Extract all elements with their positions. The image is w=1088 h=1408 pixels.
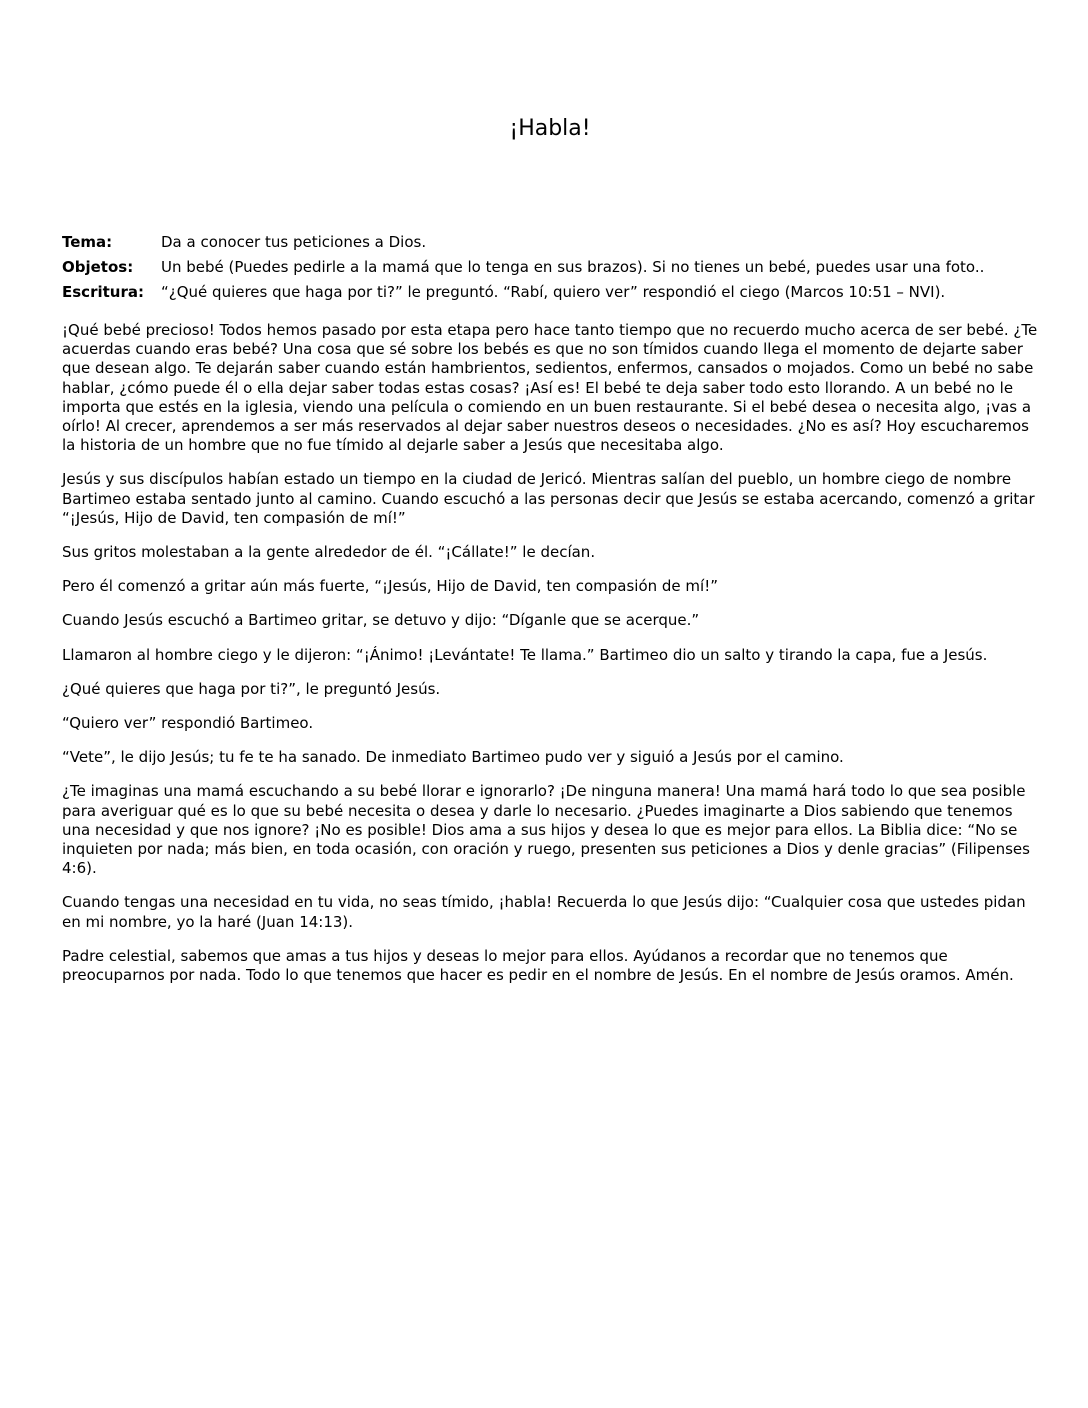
meta-row-scripture	[62, 283, 1052, 302]
paragraph: ¿Qué quieres que haga por ti?”, le preguntó Jesús.	[62, 679, 441, 698]
meta-row-theme	[62, 233, 1052, 252]
meta-row-objects	[62, 258, 1052, 277]
paragraph-intro: ¡Qué bebé precioso! Todos hemos pasado por esta etapa pero hace tanto tiempo que no recuerdo mucho acerca de ser bebé. ¿Te acuerdas cuando eras bebé? Una cosa que sé sobre los bebés es que no son tímidos cuando llega el momento de dejarte saber que desean algo. Te dejarán saber cuando están hambrientos, sedientos, enfermos, cansados o mojados. Como un bebé no sabe hablar, ¿cómo puede él o ella dejar saber todas estas cosas? ¡Así es! El bebé te deja saber todo esto llorando. A un bebé no le importa que estés en la iglesia, viendo una película o comiendo en un buen restaurante. Si el bebé desea o necesita algo, ¡vas a oírlo! Al crecer, aprendemos a ser más reservados al dejar saber nuestros deseos o necesidades. ¿No es así? Hoy escucharemos la historia de un hombre que no fue tímido al dejarle saber a Jesús que necesitaba algo.	[62, 321, 1038, 455]
paragraph: Llamaron al hombre ciego y le dijeron: “¡Ánimo! ¡Levántate! Te llama.” Bartimeo dio un salto y tirando la capa, fue a Jesús.	[62, 645, 988, 664]
paragraph: Sus gritos molestaban a la gente alrededor de él. “¡Cállate!” le decían.	[62, 543, 596, 562]
paragraph: Cuando Jesús escuchó a Bartimeo gritar, se detuvo y dijo: “Díganle que se acerque.”	[62, 611, 700, 630]
paragraph-prayer: Padre celestial, sabemos que amas a tus hijos y deseas lo mejor para ellos. Ayúdanos a recordar que no tenemos que preocuparnos por nada. Todo lo que tenemos que hacer es pedir en el nombre de Jesús. En el nombre de Jesús oramos. Amén.	[62, 946, 1014, 985]
theme-label: Tema:	[62, 233, 113, 251]
paragraph: “Quiero ver” respondió Bartimeo.	[62, 714, 314, 733]
paragraph-conclusion: Cuando tengas una necesidad en tu vida, no seas tímido, ¡habla! Recuerda lo que Jesús dijo: “Cualquier cosa que ustedes pidan en mi nombre, yo la haré (Juan 14:13).	[62, 893, 1026, 931]
paragraph-application: ¿Te imaginas una mamá escuchando a su bebé llorar e ignorarlo? ¡De ninguna manera! Una mamá hará todo lo que sea posible para averiguar qué es lo que su bebé necesita o desea y darle lo necesario. ¿Puedes imaginarte a Dios sabiendo que tenemos una necesidad y que nos ignore? ¡No es posible! Dios ama a sus hijos y desea lo que es mejor para ellos. La Biblia dice: “No se inquieten por nada; más bien, en toda ocasión, con oración y ruego, presenten sus peticiones a Dios y denle gracias” (Filipenses 4:6).	[62, 782, 1030, 878]
lesson-meta	[62, 233, 1052, 308]
theme-value: Da a conocer tus peticiones a Dios.	[161, 233, 427, 251]
paragraph: “Vete”, le dijo Jesús; tu fe te ha sanado. De inmediato Bartimeo pudo ver y siguió a Jesús por el camino.	[62, 748, 844, 767]
objects-value: Un bebé (Puedes pedirle a la mamá que lo tenga en sus brazos). Si no tienes un bebé, puedes usar una foto..	[161, 258, 985, 276]
paragraph: Pero él comenzó a gritar aún más fuerte, “¡Jesús, Hijo de David, ten compasión de mí!”	[62, 577, 718, 596]
paragraph-story-start: Jesús y sus discípulos habían estado un tiempo en la ciudad de Jericó. Mientras salían del pueblo, un hombre ciego de nombre Bartimeo estaba sentado junto al camino. Cuando escuchó a las personas decir que Jesús se estaba acercando, comenzó a gritar “¡Jesús, Hijo de David, ten compasión de mí!”	[62, 470, 1035, 527]
page-title: ¡Habla!	[509, 116, 591, 141]
lesson-body	[62, 321, 1042, 1000]
scripture-label: Escritura:	[62, 283, 144, 301]
scripture-value: “¿Qué quieres que haga por ti?” le preguntó. “Rabí, quiero ver” respondió el ciego (Marcos 10:51 – NVI).	[161, 283, 946, 301]
objects-label: Objetos:	[62, 258, 134, 276]
